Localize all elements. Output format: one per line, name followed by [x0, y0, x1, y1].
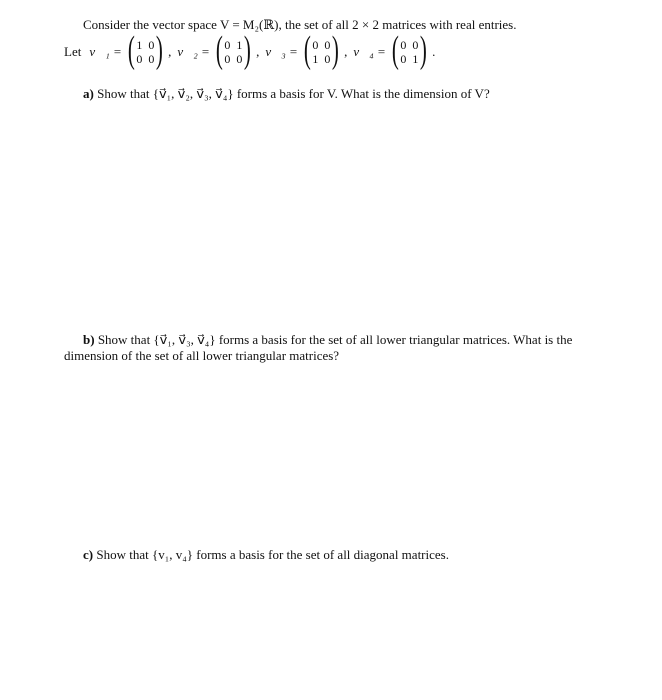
vector-label: v⃗₁ = [89, 44, 122, 59]
let-label: Let [64, 44, 82, 59]
matrix-entry: 1 [412, 51, 419, 66]
matrix-entry: 0 [224, 51, 231, 66]
matrix-entry: 0 [236, 51, 243, 66]
vector-label: v⃗₄ = [353, 44, 386, 59]
separator: . [432, 44, 436, 59]
part-a-text: Show that {v⃗₁, v⃗₂, v⃗₃, v⃗₄} forms a basis for V. What is the dimension of V? [97, 86, 490, 101]
part-b-label: b) [83, 332, 95, 347]
matrix-entry: 0 [324, 51, 331, 66]
matrix [133, 38, 157, 66]
matrix-entry: 0 [224, 37, 231, 52]
part-a-question [83, 86, 490, 102]
separator: , [256, 44, 260, 59]
matrix [397, 38, 421, 66]
left-paren: ( [215, 29, 223, 71]
matrix-entry: 0 [136, 51, 143, 66]
matrix-entry: 0 [148, 51, 155, 66]
right-paren: ) [420, 29, 428, 71]
part-b-question [83, 332, 572, 348]
right-paren: ) [156, 29, 164, 71]
matrix [309, 38, 333, 66]
right-paren: ) [244, 29, 252, 71]
matrix-entry: 1 [136, 37, 143, 52]
right-paren: ) [332, 29, 340, 71]
vector-4 [349, 29, 437, 71]
vector-definitions [64, 30, 437, 74]
matrix-entry: 1 [312, 51, 319, 66]
intro-text: Consider the vector space V = M₂(ℝ), the set of all 2 × 2 matrices with real entries. [83, 17, 517, 32]
part-a-label: a) [83, 86, 94, 101]
separator: , [168, 44, 172, 59]
matrix-entry: 0 [400, 51, 407, 66]
vector-3 [261, 29, 349, 71]
vector-2 [173, 29, 261, 71]
matrix-entry: 0 [400, 37, 407, 52]
part-c-question [83, 547, 449, 563]
matrix-entry: 0 [412, 37, 419, 52]
matrix-entry: 0 [324, 37, 331, 52]
separator: , [344, 44, 348, 59]
part-b-text-line1: Show that {v⃗₁, v⃗₃, v⃗₄} forms a basis for the set of all lower triangular matrices. What is the [97, 332, 573, 347]
left-paren: ( [303, 29, 311, 71]
vector-list [85, 29, 437, 71]
left-paren: ( [127, 29, 135, 71]
matrix [221, 38, 245, 66]
part-b-question-cont: dimension of the set of all lower triangular matrices? [64, 348, 340, 363]
vector-1 [85, 29, 173, 71]
matrix-entry: 0 [148, 37, 155, 52]
part-c-text: Show that {v₁, v₄} forms a basis for the set of all diagonal matrices. [96, 547, 449, 562]
left-paren: ( [391, 29, 399, 71]
matrix-entry: 1 [236, 37, 243, 52]
matrix-entry: 0 [312, 37, 319, 52]
vector-label: v⃗₃ = [265, 44, 298, 59]
vector-label: v⃗₂ = [177, 44, 210, 59]
part-c-label: c) [83, 547, 94, 562]
